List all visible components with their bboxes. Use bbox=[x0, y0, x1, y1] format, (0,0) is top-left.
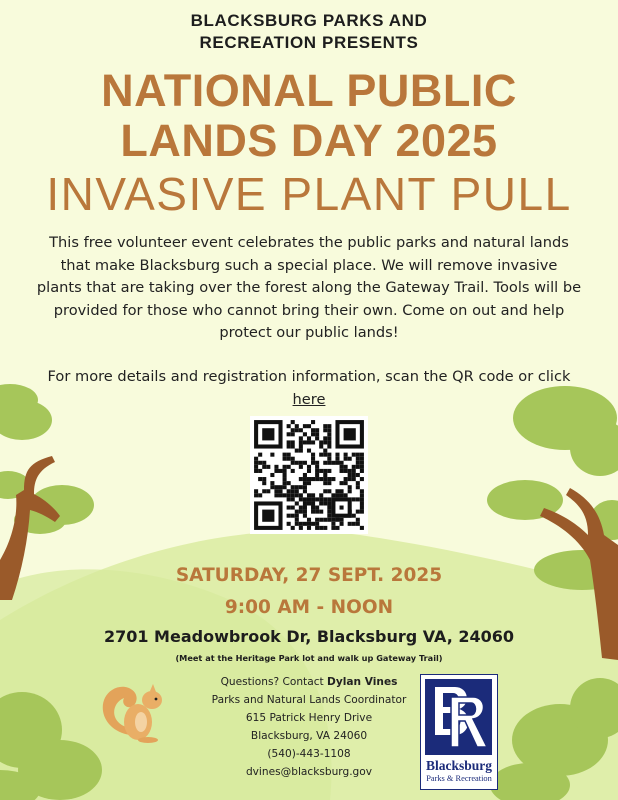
presenter-heading bbox=[0, 10, 618, 54]
contact-block bbox=[178, 673, 440, 781]
presenter-line-2: RECREATION PRESENTS bbox=[199, 33, 419, 52]
qr-code[interactable] bbox=[250, 416, 368, 534]
event-address: 2701 Meadowbrook Dr, Blacksburg VA, 24060 bbox=[103, 627, 515, 646]
br-monogram-icon bbox=[421, 675, 496, 757]
event-date-time bbox=[0, 560, 618, 624]
logo-subtitle: Parks & Recreation bbox=[426, 774, 492, 783]
event-subtitle: INVASIVE PLANT PULL bbox=[46, 168, 572, 220]
event-time: 9:00 AM - NOON bbox=[224, 597, 394, 618]
contact-line bbox=[178, 673, 440, 691]
title-line-2: LANDS DAY 2025 bbox=[120, 115, 498, 166]
registration-text: For more details and registration information, scan the QR code or click bbox=[47, 368, 571, 385]
contact-name: Dylan Vines bbox=[327, 676, 398, 688]
contact-title: Parks and Natural Lands Coordinator bbox=[211, 694, 407, 706]
presenter-line-1: BLACKSBURG PARKS AND bbox=[190, 11, 428, 30]
event-date: SATURDAY, 27 SEPT. 2025 bbox=[175, 565, 443, 586]
meeting-note: (Meet at the Heritage Park lot and walk up Gateway Trail) bbox=[175, 653, 443, 663]
event-description: This free volunteer event celebrates the public parks and natural lands that make Blacksburg such a special place. We will remove invasive plants that are taking over the forest along the Gateway Trail. Tools will be provided for those who cannot bring their own. Come on out and help protect our public lands! bbox=[36, 234, 582, 341]
contact-phone[interactable]: (540)-443-1108 bbox=[267, 748, 351, 760]
blacksburg-parks-logo bbox=[420, 674, 498, 790]
contact-email[interactable]: dvines@blacksburg.gov bbox=[245, 766, 373, 778]
contact-prefix: Questions? Contact bbox=[220, 676, 324, 688]
logo-name: Blacksburg bbox=[425, 758, 493, 773]
registration-details bbox=[30, 366, 588, 411]
contact-city: Blacksburg, VA 24060 bbox=[250, 730, 368, 742]
event-title bbox=[0, 66, 618, 166]
title-line-1: NATIONAL PUBLIC bbox=[101, 65, 517, 116]
registration-link[interactable]: here bbox=[292, 390, 326, 408]
contact-street: 615 Patrick Henry Drive bbox=[245, 712, 373, 724]
